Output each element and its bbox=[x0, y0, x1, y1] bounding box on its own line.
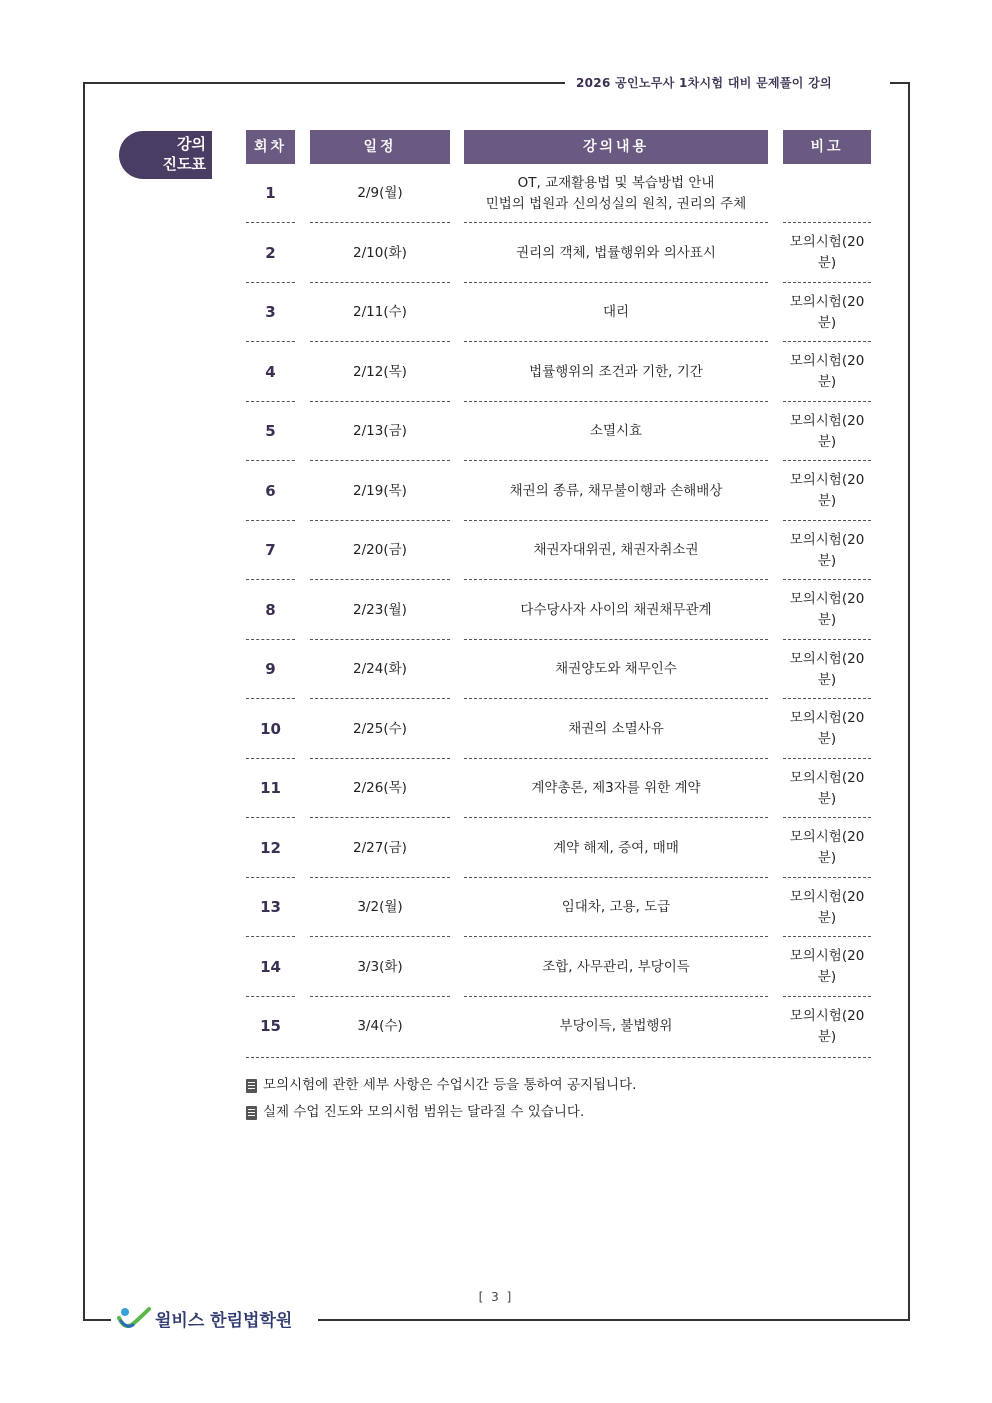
session-note bbox=[783, 224, 871, 283]
session-content-line: OT, 교재활용법 및 복습방법 안내 bbox=[517, 174, 715, 191]
session-content-line: 채권의 종류, 채무불이행과 손해배상 bbox=[509, 482, 723, 499]
session-number-line: 15 bbox=[260, 1017, 281, 1035]
session-note-line: 분) bbox=[817, 433, 837, 450]
session-content-line: 계약총론, 제3자를 위한 계약 bbox=[531, 780, 701, 796]
session-number bbox=[246, 700, 295, 759]
session-note-line: 분) bbox=[817, 969, 837, 985]
frame-line-bottom-right bbox=[318, 1319, 910, 1321]
session-date-line: 2/13(금) bbox=[353, 423, 407, 439]
session-content-line: 조합, 사무관리, 부당이득 bbox=[542, 958, 690, 975]
session-content bbox=[464, 878, 768, 937]
session-note bbox=[783, 164, 871, 223]
session-content bbox=[464, 462, 768, 521]
column-header-content: 강의내용 bbox=[464, 130, 768, 164]
session-note-line: 모의시험(20 bbox=[789, 769, 865, 786]
session-note-line: 분) bbox=[817, 552, 837, 569]
session-note-line: 모의시험(20 bbox=[789, 412, 865, 429]
session-content bbox=[464, 283, 768, 342]
session-note-line: 분) bbox=[817, 671, 837, 688]
session-date-line: 2/27(금) bbox=[353, 839, 407, 856]
session-content bbox=[464, 938, 768, 997]
session-date bbox=[310, 402, 450, 461]
session-date-line: 2/19(목) bbox=[353, 482, 407, 499]
table-row bbox=[0, 878, 992, 937]
session-date-line: 2/10(화) bbox=[353, 244, 407, 261]
session-number-line: 14 bbox=[260, 957, 281, 976]
session-content-line: 민법의 법원과 신의성실의 원칙, 권리의 주체 bbox=[485, 195, 747, 212]
session-note-line: 모의시험(20 bbox=[789, 234, 865, 250]
session-date-line: 2/20(금) bbox=[353, 542, 407, 558]
table-bottom-divider bbox=[246, 1057, 871, 1058]
session-content-line: 임대차, 고용, 도급 bbox=[561, 899, 671, 915]
session-number-line: 12 bbox=[260, 838, 281, 857]
frame-line-top-right bbox=[890, 82, 910, 84]
session-number bbox=[246, 164, 295, 223]
session-date bbox=[310, 224, 450, 283]
session-date bbox=[310, 521, 450, 580]
session-content-line: 채권양도와 채무인수 bbox=[555, 661, 677, 677]
session-content-line: 부당이득, 불법행위 bbox=[559, 1018, 673, 1034]
session-number bbox=[246, 819, 295, 878]
session-number bbox=[246, 402, 295, 461]
frame-line-bottom-left bbox=[83, 1319, 111, 1321]
session-number bbox=[246, 343, 295, 402]
session-number-line: 11 bbox=[260, 779, 281, 797]
memo-icon bbox=[246, 1106, 257, 1120]
session-number-line: 2 bbox=[265, 243, 276, 262]
session-number-line: 7 bbox=[265, 541, 276, 559]
session-content bbox=[464, 759, 768, 818]
session-content bbox=[464, 343, 768, 402]
session-date-line: 3/4(수) bbox=[357, 1018, 403, 1034]
session-date bbox=[310, 462, 450, 521]
session-note-line: 분) bbox=[817, 790, 837, 807]
session-note-line: 모의시험(20 bbox=[789, 472, 865, 488]
session-date bbox=[310, 283, 450, 342]
footer-logo bbox=[117, 1305, 292, 1331]
session-date bbox=[310, 938, 450, 997]
table-row bbox=[0, 759, 992, 818]
session-date-line: 2/25(수) bbox=[353, 720, 407, 737]
column-header-date: 일정 bbox=[310, 130, 450, 164]
session-date bbox=[310, 581, 450, 640]
session-note-line: 모의시험(20 bbox=[789, 531, 865, 548]
table-row bbox=[0, 640, 992, 699]
page-header-title: 2026 공인노무사 1차시험 대비 문제풀이 강의 bbox=[576, 76, 832, 90]
session-note-line: 모의시험(20 bbox=[789, 650, 865, 667]
table-row bbox=[0, 224, 992, 283]
session-note bbox=[783, 819, 871, 878]
session-number-line: 4 bbox=[265, 362, 276, 381]
session-content bbox=[464, 581, 768, 640]
session-content-line: 권리의 객체, 법률행위와 의사표시 bbox=[516, 244, 716, 261]
session-note-line: 분) bbox=[817, 255, 837, 271]
session-note bbox=[783, 759, 871, 818]
session-note bbox=[783, 640, 871, 699]
table-row bbox=[0, 997, 992, 1056]
session-note-line: 분) bbox=[817, 909, 837, 926]
session-number bbox=[246, 224, 295, 283]
session-number-line: 8 bbox=[265, 600, 276, 619]
session-content bbox=[464, 997, 768, 1056]
session-note bbox=[783, 700, 871, 759]
table-row bbox=[0, 521, 992, 580]
session-date bbox=[310, 343, 450, 402]
session-content bbox=[464, 640, 768, 699]
session-note bbox=[783, 521, 871, 580]
column-header-note: 비고 bbox=[783, 130, 871, 164]
session-note-line: 분) bbox=[817, 493, 837, 509]
memo-icon bbox=[246, 1079, 257, 1093]
session-content bbox=[464, 164, 768, 223]
session-number bbox=[246, 759, 295, 818]
frame-line-top bbox=[83, 82, 565, 84]
session-note bbox=[783, 581, 871, 640]
session-note bbox=[783, 283, 871, 342]
session-note-line: 모의시험(20 bbox=[789, 1007, 865, 1024]
session-content-line: 소멸시효 bbox=[589, 423, 643, 439]
page-number: [ 3 ] bbox=[478, 1290, 514, 1304]
session-note-line: 분) bbox=[817, 1028, 837, 1045]
session-date bbox=[310, 759, 450, 818]
session-date bbox=[310, 997, 450, 1056]
session-date bbox=[310, 819, 450, 878]
session-note-line: 분) bbox=[817, 731, 837, 747]
session-content-line: 대리 bbox=[602, 304, 630, 320]
session-note bbox=[783, 462, 871, 521]
session-content-line: 채권의 소멸사유 bbox=[568, 720, 664, 737]
session-date-line: 2/24(화) bbox=[353, 661, 407, 677]
note-item bbox=[246, 1072, 636, 1099]
session-note-line: 모의시험(20 bbox=[789, 829, 865, 845]
session-content-line: 채권자대위권, 채권자취소권 bbox=[533, 542, 699, 558]
session-date bbox=[310, 700, 450, 759]
session-note bbox=[783, 938, 871, 997]
session-date-line: 3/2(월) bbox=[357, 899, 403, 915]
session-number-line: 13 bbox=[260, 898, 281, 916]
session-number bbox=[246, 462, 295, 521]
session-number-line: 3 bbox=[265, 303, 276, 321]
session-note bbox=[783, 343, 871, 402]
session-date-line: 2/11(수) bbox=[353, 304, 407, 320]
table-row bbox=[0, 700, 992, 759]
session-content-line: 계약 해제, 증여, 매매 bbox=[553, 839, 679, 856]
table-row bbox=[0, 164, 992, 223]
table-row bbox=[0, 581, 992, 640]
session-number bbox=[246, 283, 295, 342]
session-content-line: 법률행위의 조건과 기한, 기간 bbox=[529, 363, 703, 380]
section-tab-line1: 강의 bbox=[177, 135, 206, 153]
session-number bbox=[246, 581, 295, 640]
session-date-line: 2/23(월) bbox=[353, 601, 407, 618]
session-number-line: 1 bbox=[265, 184, 276, 202]
column-header-session: 회차 bbox=[246, 130, 295, 164]
session-date bbox=[310, 640, 450, 699]
session-number-line: 6 bbox=[265, 481, 276, 500]
session-date bbox=[310, 878, 450, 937]
session-number-line: 5 bbox=[265, 422, 276, 440]
session-note-line: 모의시험(20 bbox=[789, 710, 865, 726]
session-date-line: 2/9(월) bbox=[357, 185, 403, 201]
session-date bbox=[310, 164, 450, 223]
session-date-line: 2/12(목) bbox=[353, 363, 407, 380]
session-note-line: 분) bbox=[817, 850, 837, 866]
session-content bbox=[464, 819, 768, 878]
notes-list bbox=[246, 1072, 636, 1126]
session-number bbox=[246, 938, 295, 997]
table-row bbox=[0, 819, 992, 878]
session-note-line: 분) bbox=[817, 314, 837, 331]
session-note-line: 모의시험(20 bbox=[789, 353, 865, 369]
session-content-line: 다수당사자 사이의 채권채무관계 bbox=[520, 601, 712, 618]
session-number-line: 10 bbox=[260, 719, 281, 738]
session-date-line: 2/26(목) bbox=[353, 780, 407, 796]
session-number bbox=[246, 521, 295, 580]
note-text: 실제 수업 진도와 모의시험 범위는 달라질 수 있습니다. bbox=[263, 1104, 585, 1120]
session-content bbox=[464, 402, 768, 461]
session-content bbox=[464, 224, 768, 283]
session-note-line: 모의시험(20 bbox=[789, 888, 865, 905]
table-row bbox=[0, 462, 992, 521]
table-row bbox=[0, 938, 992, 997]
session-note bbox=[783, 878, 871, 937]
table-row bbox=[0, 283, 992, 342]
session-number bbox=[246, 878, 295, 937]
session-content bbox=[464, 700, 768, 759]
session-note-line: 분) bbox=[817, 612, 837, 628]
session-note-line: 모의시험(20 bbox=[789, 293, 865, 310]
willbes-logo-icon bbox=[117, 1305, 151, 1331]
session-number bbox=[246, 640, 295, 699]
logo-text: 윌비스 한림법학원 bbox=[155, 1310, 293, 1331]
session-note bbox=[783, 402, 871, 461]
session-note-line: 분) bbox=[817, 374, 837, 390]
session-content bbox=[464, 521, 768, 580]
note-text: 모의시험에 관한 세부 사항은 수업시간 등을 통하여 공지됩니다. bbox=[263, 1077, 637, 1093]
session-note-line: 모의시험(20 bbox=[789, 948, 865, 964]
session-note bbox=[783, 997, 871, 1056]
session-number bbox=[246, 997, 295, 1056]
section-tab-line2: 진도표 bbox=[162, 155, 206, 173]
session-date-line: 3/3(화) bbox=[357, 958, 403, 975]
session-number-line: 9 bbox=[265, 660, 276, 678]
note-item bbox=[246, 1099, 636, 1126]
table-row bbox=[0, 402, 992, 461]
table-row bbox=[0, 343, 992, 402]
session-note-line: 모의시험(20 bbox=[789, 591, 865, 607]
